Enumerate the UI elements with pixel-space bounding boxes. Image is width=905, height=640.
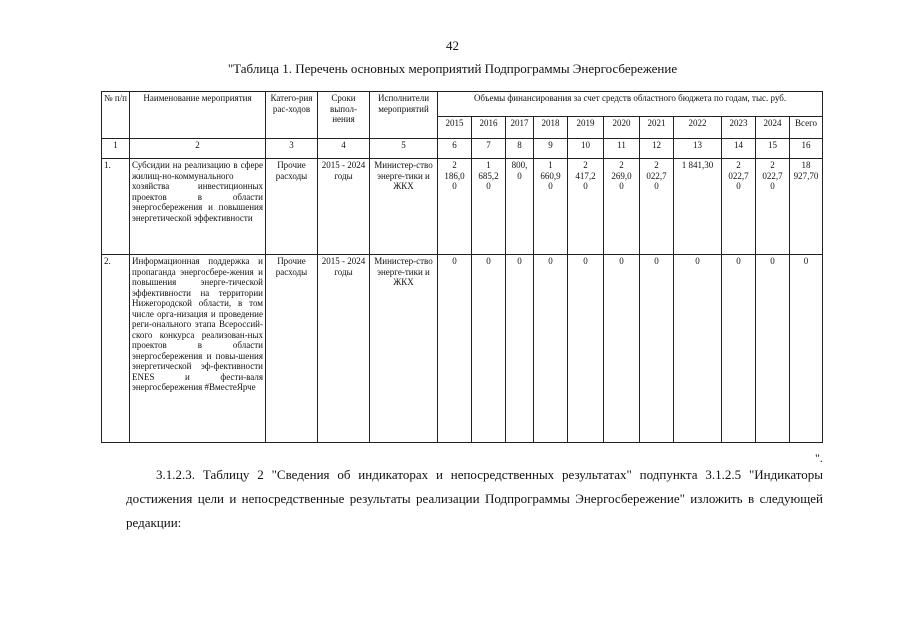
- measure-name: Субсидии на реализацию в сфере жилищ-но-коммунального хозяйства инвестиционных проектов в области энергосбережения и повышения энергетической эффективности: [130, 159, 266, 255]
- funding-value: 800, 0: [506, 159, 534, 255]
- table-caption: "Таблица 1. Перечень основных мероприятий Подпрограммы Энергосбережение: [227, 61, 678, 76]
- funding-value: 0: [722, 255, 756, 443]
- funding-value: 0: [674, 255, 722, 443]
- header-year: 2015: [438, 117, 472, 139]
- header-terms: Сроки выпол-нения: [318, 92, 370, 139]
- funding-value: 2 022,7 0: [722, 159, 756, 255]
- funding-value: 2 269,0 0: [604, 159, 640, 255]
- table-end-mark: ".: [815, 451, 823, 465]
- funding-value: 0: [506, 255, 534, 443]
- header-year: 2017: [506, 117, 534, 139]
- column-number: 9: [534, 139, 568, 159]
- expense-category: Прочие расходы: [266, 159, 318, 255]
- column-number: 6: [438, 139, 472, 159]
- execution-terms: 2015 - 2024 годы: [318, 159, 370, 255]
- column-number: 1: [102, 139, 130, 159]
- column-number: 12: [640, 139, 674, 159]
- funding-value: 2 022,7 0: [640, 159, 674, 255]
- header-no: № п/п: [102, 92, 130, 139]
- measures-table: [101, 91, 823, 443]
- measure-name: Информационная поддержка и пропаганда энергосбере-жения и повышения энерге-тической эффективности на территории Нижегородской области, в том числе орга-низация и проведение реги-онального этапа Всероссий-ского конкурса реализован-ных проектов в области энергосбережения и повы-шения энергетической эф-фективности ENES и фести-валя энергосбережения #ВместеЯрче: [130, 255, 266, 443]
- table-row: [102, 159, 823, 255]
- funding-value: 0: [640, 255, 674, 443]
- column-number: 13: [674, 139, 722, 159]
- column-number: 10: [568, 139, 604, 159]
- execution-terms: 2015 - 2024 годы: [318, 255, 370, 443]
- header-total: Всего: [790, 117, 823, 139]
- column-number: 2: [130, 139, 266, 159]
- funding-value: 2 417,2 0: [568, 159, 604, 255]
- column-number: 16: [790, 139, 823, 159]
- header-year: 2018: [534, 117, 568, 139]
- row-number: 1.: [102, 159, 130, 255]
- header-year: 2020: [604, 117, 640, 139]
- executor: Министер-ство энерге-тики и ЖКХ: [370, 159, 438, 255]
- funding-value: 2 022,7 0: [756, 159, 790, 255]
- header-year: 2024: [756, 117, 790, 139]
- header-year: 2021: [640, 117, 674, 139]
- row-number: 2.: [102, 255, 130, 443]
- column-number: 7: [472, 139, 506, 159]
- column-number: 5: [370, 139, 438, 159]
- funding-value: 0: [472, 255, 506, 443]
- column-number: 8: [506, 139, 534, 159]
- header-year: 2022: [674, 117, 722, 139]
- header-category: Катего-рия рас-ходов: [266, 92, 318, 139]
- table-row: [102, 255, 823, 443]
- expense-category: Прочие расходы: [266, 255, 318, 443]
- header-year: 2023: [722, 117, 756, 139]
- column-number: 15: [756, 139, 790, 159]
- column-number: 11: [604, 139, 640, 159]
- funding-value: 0: [756, 255, 790, 443]
- column-number: 3: [266, 139, 318, 159]
- column-number: 4: [318, 139, 370, 159]
- page-number: 42: [446, 38, 459, 53]
- funding-value: 0: [438, 255, 472, 443]
- body-paragraph: 3.1.2.3. Таблицу 2 "Сведения об индикаторах и непосредственных результатах" подпункта 3.1.2.5 "Индикаторы достижения цели и непосредственные результаты реализации Подпрограммы Энергосбережение" изложить в следующей редакции:: [126, 467, 823, 530]
- funding-value: 0: [534, 255, 568, 443]
- funding-value: 2 186,0 0: [438, 159, 472, 255]
- funding-value: 1 685,2 0: [472, 159, 506, 255]
- funding-total: 18 927,70: [790, 159, 823, 255]
- executor: Министер-ство энерге-тики и ЖКХ: [370, 255, 438, 443]
- funding-value: 0: [568, 255, 604, 443]
- header-name: Наименование мероприятия: [130, 92, 266, 139]
- column-number: 14: [722, 139, 756, 159]
- numbering-row: [102, 139, 823, 159]
- funding-total: 0: [790, 255, 823, 443]
- funding-value: 0: [604, 255, 640, 443]
- header-year: 2016: [472, 117, 506, 139]
- funding-value: 1 841,30: [674, 159, 722, 255]
- header-executors: Исполнители мероприятий: [370, 92, 438, 139]
- funding-value: 1 660,9 0: [534, 159, 568, 255]
- header-funding: Объемы финансирования за счет средств областного бюджета по годам, тыс. руб.: [438, 92, 823, 117]
- header-year: 2019: [568, 117, 604, 139]
